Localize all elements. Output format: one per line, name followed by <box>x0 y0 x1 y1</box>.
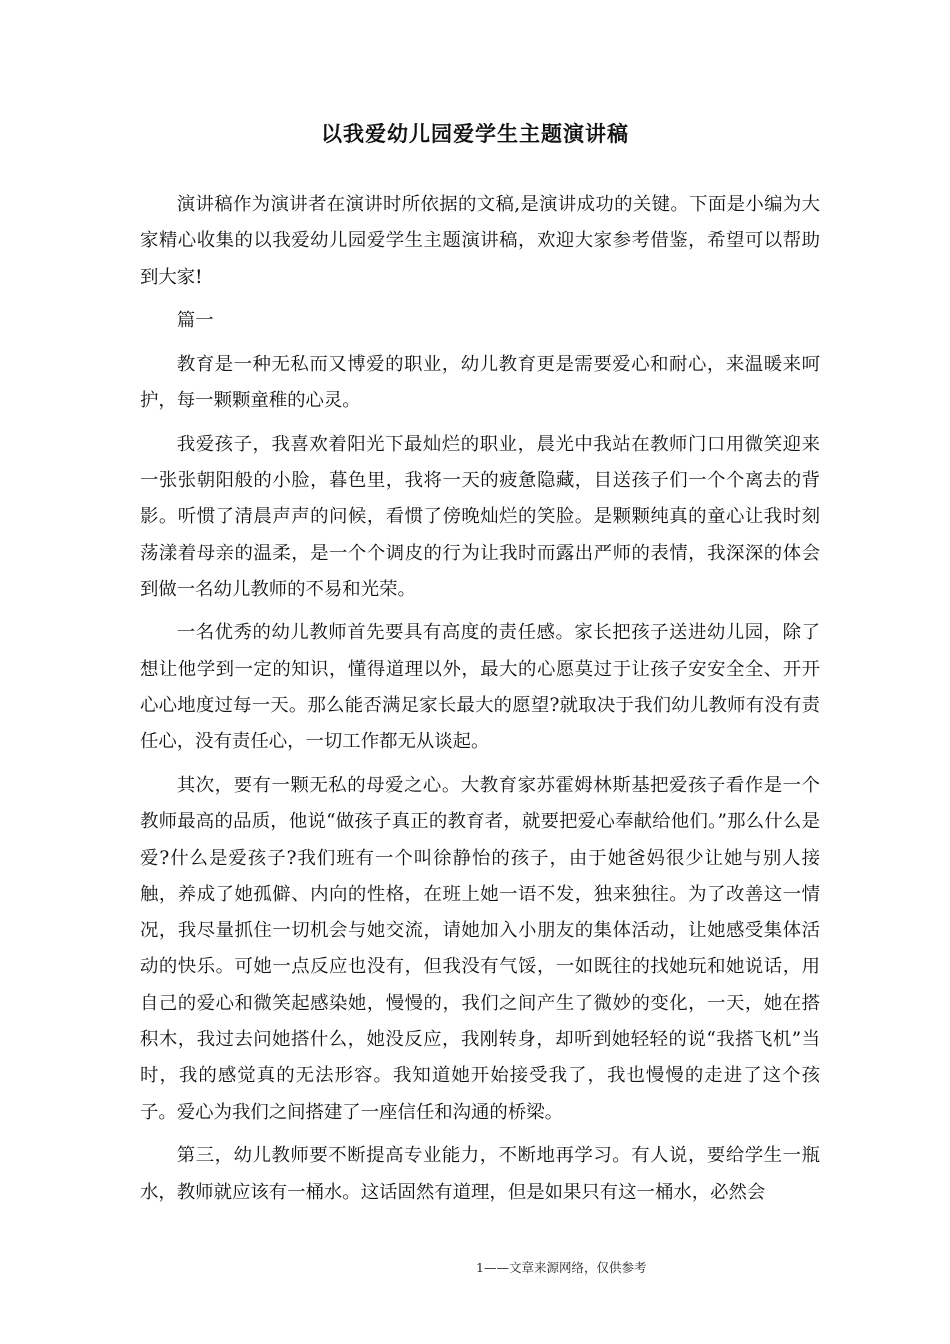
document-title: 以我爱幼儿园爱学生主题演讲稿 <box>321 122 629 146</box>
paragraph-intro: 演讲稿作为演讲者在演讲时所依据的文稿,是演讲成功的关键。下面是小编为大家精心收集的以我爱幼儿园爱学生主题演讲稿，欢迎大家参考借鉴，希望可以帮助到大家! <box>140 194 820 288</box>
paragraph: 第三，幼儿教师要不断提高专业能力，不断地再学习。有人说，要给学生一瓶水，教师就应该有一桶水。这话固然有道理，但是如果只有这一桶水，必然会 <box>140 1145 820 1203</box>
document-body <box>140 187 820 1218</box>
page-footer: 1——文章来源网络，仅供参考 <box>476 1260 647 1275</box>
section-heading: 篇一 <box>176 310 214 332</box>
paragraph: 教育是一种无私而又博爱的职业，幼儿教育更是需要爱心和耐心，来温暖来呵护，每一颗颗童稚的心灵。 <box>140 353 820 412</box>
paragraph: 我爱孩子，我喜欢着阳光下最灿烂的职业，晨光中我站在教师门口用微笑迎来一张张朝阳般的小脸，暮色里，我将一天的疲惫隐藏，目送孩子们一个个离去的背影。听惯了清晨声声的问候，看惯了傍晚灿烂的笑脸。是颗颗纯真的童心让我时刻荡漾着母亲的温柔，是一个个调皮的行为让我时而露出严师的表情，我深深的体会到做一名幼儿教师的不易和光荣。 <box>140 433 820 600</box>
paragraph: 其次，要有一颗无私的母爱之心。大教育家苏霍姆林斯基把爱孩子看作是一个教师最高的品质，他说“做孩子真正的教育者，就要把爱心奉献给他们。”那么什么是爱?什么是爱孩子?我们班有一个叫徐静怡的孩子，由于她爸妈很少让她与别人接触，养成了她孤僻、内向的性格，在班上她一语不发，独来独往。为了改善这一情况，我尽量抓住一切机会与她交流，请她加入小朋友的集体活动，让她感受集体活动的快乐。可她一点反应也没有，但我没有气馁，一如既往的找她玩和她说话，用自己的爱心和微笑起感染她，慢慢的，我们之间产生了微妙的变化，一天，她在搭积木，我过去问她搭什么，她没反应，我刚转身，却听到她轻轻的说“我搭飞机”当时，我的感觉真的无法形容。我知道她开始接受我了，我也慢慢的走进了这个孩子。爱心为我们之间搭建了一座信任和沟通的桥梁。 <box>140 774 820 1123</box>
paragraph: 一名优秀的幼儿教师首先要具有高度的责任感。家长把孩子送进幼儿园，除了想让他学到一定的知识，懂得道理以外，最大的心愿莫过于让孩子安安全全、开开心心地度过每一天。那么能否满足家长最大的愿望?就取决于我们幼儿教师有没有责任心，没有责任心，一切工作都无从谈起。 <box>140 622 820 753</box>
